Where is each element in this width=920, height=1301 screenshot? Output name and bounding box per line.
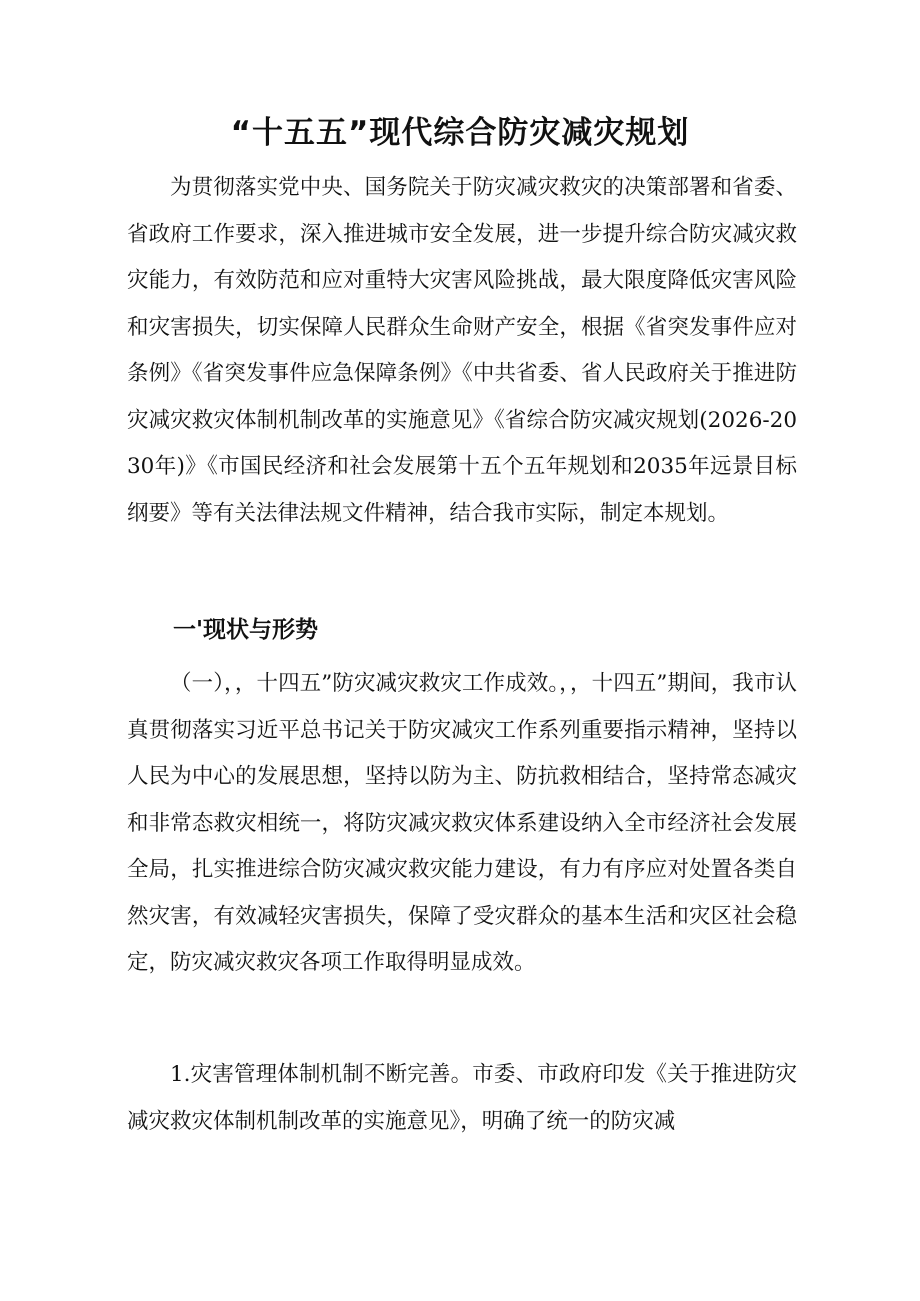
subsection-paragraph: （一），，十四五”防灾减灾救灾工作成效。，，十四五”期间，我市认真贯彻落实习近平总书记关于防灾减灾工作系列重要指示精神，坚持以人民为中心的发展思想，坚持以防为主、防抗救相结合，坚持常态减灾和非常态救灾相统一，将防灾减灾救灾体系建设纳入全市经济社会发展全局，扎实推进综合防灾减灾救灾能力建设，有力有序应对处置各类自然灾害，有效减轻灾害损失，保障了受灾群众的基本生活和灾区社会稳定，防灾减灾救灾各项工作取得明显成效。 — [127, 671, 797, 975]
document-title: “十五五”现代综合防灾减灾规划 — [230, 115, 690, 151]
item-paragraph: 1.灾害管理体制机制不断完善。市委、市政府印发《关于推进防灾减灾救灾体制机制改革的实施意见》，明确了统一的防灾减 — [127, 1062, 797, 1134]
intro-paragraph: 为贯彻落实党中央、国务院关于防灾减灾救灾的决策部署和省委、省政府工作要求，深入推进城市安全发展，进一步提升综合防灾减灾救灾能力，有效防范和应对重特大灾害风险挑战，最大限度降低灾害风险和灾害损失，切实保障人民群众生命财产安全，根据《省突发事件应对条例》《省突发事件应急保障条例》《中共省委、省人民政府关于推进防灾减灾救灾体制机制改革的实施意见》《省综合防灾减灾规划(2026-2030年)》《市国民经济和社会发展第十五个五年规划和2035年远景目标纲要》等有关法律法规文件精神，结合我市实际，制定本规划。 — [127, 175, 797, 526]
section-heading: 一'现状与形势 — [173, 617, 319, 643]
